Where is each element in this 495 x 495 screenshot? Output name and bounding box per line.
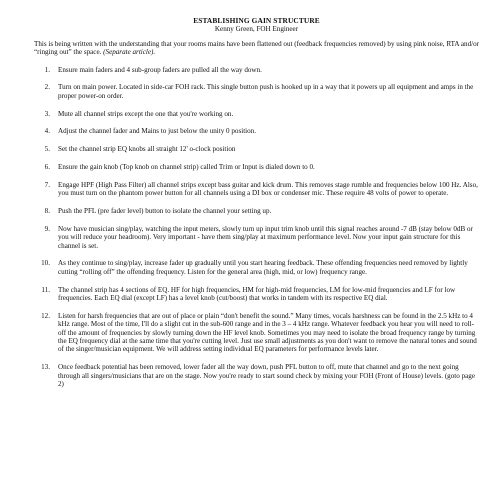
step-text: Set the channel strip EQ knobs all straight 12' o-clock position: [58, 145, 236, 154]
step-text: Turn on main power. Located in side-car FOH rack. This single button push is hooked up in a way that it powers up all equipment and amps in the proper power-on order.: [58, 83, 474, 100]
step-number: 8.: [44, 207, 50, 216]
intro-note: (Separate article).: [103, 48, 156, 57]
step-number: 1.: [44, 65, 50, 74]
step-number: 3.: [44, 109, 50, 118]
step-item: [34, 83, 479, 100]
step-number: 4.: [44, 127, 50, 136]
step-item: [34, 163, 479, 171]
step-item: [34, 66, 479, 74]
step-text: Once feedback potential has been removed, lower fader all the way down, push PFL button to off, mute that channel and go to the next going through all singers/musicians that are on the stage. Now you're ready to start sound check by mixing your FOH (Front of House) levels. (goto page 2): [58, 363, 475, 389]
intro-text: This is being written with the understanding that your rooms mains have been flattened out (feedback frequencies removed) by using pink noise, RTA and/or “ringing out” the space.: [34, 39, 480, 57]
step-number: 12.: [41, 311, 50, 320]
step-number: 11.: [41, 285, 50, 294]
step-text: Mute all channel strips except the one that you're working on.: [58, 109, 234, 118]
step-item: [34, 363, 479, 388]
document-title: ESTABLISHING GAIN STRUCTURE: [193, 16, 320, 25]
step-text: Push the PFL (pre fader level) button to isolate the channel your setting up.: [58, 207, 272, 216]
document-byline: Kenny Green, FOH Engineer: [214, 25, 299, 34]
step-item: [34, 110, 479, 118]
step-text: Ensure main faders and 4 sub-group faders are pulled all the way down.: [58, 65, 262, 74]
step-number: 6.: [44, 163, 50, 172]
step-text: Ensure the gain knob (Top knob on channel strip) called Trim or Input is dialed down to 0.: [58, 163, 315, 172]
step-number: 13.: [41, 363, 50, 372]
step-item: [34, 312, 479, 354]
step-item: [34, 259, 479, 276]
step-text: As they continue to sing/play, increase fader up gradually until you start hearing feedback. These offending frequencies need removed by lightly cutting “rolling off” the offending frequency. Listen for the general area (high, mid, or low) frequency range.: [58, 259, 468, 276]
step-number: 9.: [44, 224, 50, 233]
step-item: [34, 207, 479, 215]
step-item: [34, 145, 479, 153]
step-text: Listen for harsh frequencies that are out of place or plain “don't benefit the sound.” Many times, vocals harshness can be found in the 2.5 kHz to 4 kHz range. Most of the time, I'll do a slight cut in the sub-600 range and in the 3 – 4 kHz range. Whatever feedback you hear you will need to roll-off the amount of frequencies by slowly turning down the HF level knob. Sometimes you may need to isolate the broad frequency range by turning the EQ frequency dial at the same time that you're cutting level. Just use small adjustments as you don't want to remove the natural tones and sound of the singer/musician equipment. We will address setting individual EQ parameters for performance levels later.: [58, 311, 477, 354]
step-item: [34, 127, 479, 135]
step-text: Now have musician sing/play, watching the input meters, slowly turn up input trim knob until this signal reaches around -7 dB (stay below 0dB or you will reduce your headroom). Very important - have them sing/play at maximum performance level. Now your input gain structure for this channel is set.: [58, 224, 473, 250]
step-text: Engage HPF (High Pass Filter) all channel strips except bass guitar and kick drum. This removes stage rumble and frequencies below 100 Hz. Also, you must turn on the phantom power button for all channels using a DI box or condenser mic. These require 48 volts of power to operate.: [58, 180, 478, 198]
step-item: [34, 286, 479, 303]
step-number: 2.: [44, 83, 50, 92]
steps-list: [34, 66, 479, 389]
intro-paragraph: [34, 40, 479, 57]
step-text: Adjust the channel fader and Mains to just below the unity 0 position.: [58, 127, 257, 136]
step-number: 5.: [44, 145, 50, 154]
step-text: The channel strip has 4 sections of EQ. HF for high frequencies, HM for high-mid frequencies, LM for low-mid frequencies and LF for low frequencies. Each EQ dial (except LF) has a level knob (cut/boost) that works in tandem with its respective EQ dial.: [58, 285, 456, 303]
step-item: [34, 181, 479, 198]
step-number: 7.: [44, 180, 50, 189]
step-item: [34, 225, 479, 250]
step-number: 10.: [41, 259, 50, 268]
